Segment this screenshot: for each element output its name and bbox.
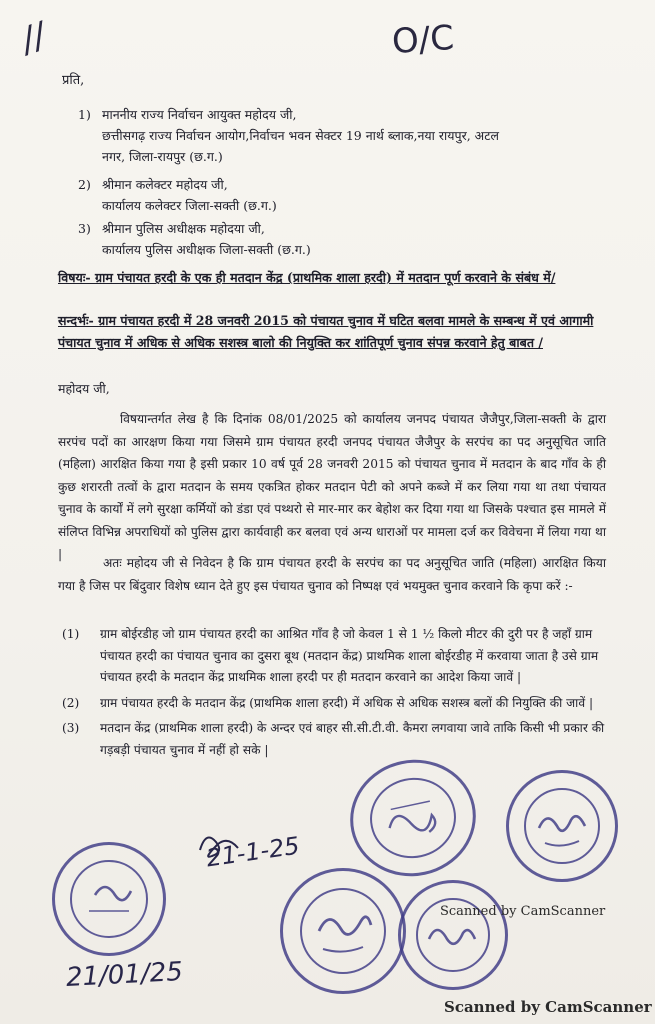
seal-scribble-icon <box>343 752 483 885</box>
office-seal-stamp-right <box>398 880 508 990</box>
addressee-line: नगर, जिला-रायपुर (छ.ग.) <box>102 149 223 164</box>
salutation-to: प्रति, <box>62 73 85 88</box>
addressee-3 <box>78 218 311 260</box>
request-point-2 <box>62 693 607 715</box>
point-text: ग्राम बोईरडीह जो ग्राम पंचायत हरदी का आश्रित गाँव है जो केवल 1 से 1 ½ किलो मीटर की दुरी पर है जहाँ ग्राम पंचायत हरदी का पंचायत चुनाव का दुसरा बूथ (मतदान केंद्र) प्राथमिक शाला बोईरडीह में करवाया जाता है उसे ग्राम पंचायत हरदी के मतदान केंद्र प्राथमिक शाला हरदी पर ही मतदान करवाने का आदेश किया जावें | <box>100 627 599 684</box>
point-text: ग्राम पंचायत हरदी के मतदान केंद्र (प्राथमिक शाला हरदी) में अधिक से अधिक सशस्त्र बलों की नियुक्ति की जावें | <box>100 695 594 710</box>
handwritten-date-bottom-left: 21/01/25 <box>65 956 184 994</box>
request-points-list <box>62 624 607 765</box>
addressee-line: कार्यालय पुलिस अधीक्षक जिला-सक्ती (छ.ग.) <box>102 242 311 257</box>
handwritten-mark: // <box>15 15 52 61</box>
point-number: (2) <box>62 695 80 710</box>
police-station-seal-stamp <box>339 748 486 888</box>
addressee-line: छत्तीसगढ़ राज्य निर्वाचन आयोग,निर्वाचन भवन सेक्टर 19 नार्थ ब्लाक,नया रायपुर, अटल <box>102 128 499 143</box>
handwritten-date-center: 21-1-25 <box>204 831 302 873</box>
office-seal-stamp-left <box>52 842 166 956</box>
addressee-1 <box>78 104 499 167</box>
point-number: (1) <box>62 627 80 641</box>
body-paragraph-1: विषयान्तर्गत लेख है कि दिनांक 08/01/2025 को कार्यालय जनपद पंचायत जैजैपुर,जिला-सक्ती के द्वारा सरपंच पदों का आरक्षण किया गया जिसमे ग्राम पंचायत हरदी जनपद पंचायत जैजैपुर के सरपंच का पद अनुसूचित जाति (महिला) आरक्षित किया गया है इसी प्रकार 10 वर्ष पूर्व 28 जनवरी 2015 को पंचायत चुनाव में मतदान के बाद गाँव के ही कुछ शरारती तत्वों के द्वारा मतदान के समय एकत्रित होकर मतदान पेटी को अपने कब्जे में कर लिया गया था तथा पंचायत चुनाव के कार्यों में लगे सुरक्षा कर्मियों को डंडा एवं पथ्थरो से मार-मार कर बेहोश कर दिया गया था जिसके पश्चात इस मामले में संलिप्त विभिन्न अपराधियों को पुलिस द्वारा कार्यवाही कर बलवा एवं अन्य धाराओं पर मामला दर्ज कर विवेचना में लिया गया था | <box>58 412 606 561</box>
addressee-line: कार्यालय कलेक्टर जिला-सक्ती (छ.ग.) <box>102 198 277 213</box>
handwritten-oc-note: O/C <box>390 17 456 63</box>
sub-divisional-officer-seal-stamp <box>506 770 618 882</box>
camscanner-watermark-inner: Scanned by CamScanner <box>440 904 606 919</box>
point-number: (3) <box>62 721 80 735</box>
seal-signature-icon <box>283 871 403 991</box>
point-text: मतदान केंद्र (प्राथमिक शाला हरदी) के अन्दर एवं बाहर सी.सी.टी.वी. कैमरा लगवाया जावे ताकि किसी भी प्रकार की गड़बड़ी पंचायत चुनाव में नहीं हो सके | <box>100 721 605 757</box>
seal-signature-icon <box>509 773 615 879</box>
greeting: महोदय जी, <box>58 381 110 396</box>
seal-signature-icon <box>55 845 163 953</box>
addressee-line: श्रीमान पुलिस अधीक्षक महोदया जी, <box>101 221 265 236</box>
addressee-2 <box>78 174 277 216</box>
addressee-number: 1) <box>78 107 91 122</box>
addressee-line: श्रीमान कलेक्टर महोदय जी, <box>101 177 228 192</box>
request-point-1 <box>62 624 607 689</box>
request-point-3 <box>62 718 607 761</box>
camscanner-watermark-footer: Scanned by CamScanner <box>444 998 652 1016</box>
letter-reference: सन्दर्भः- ग्राम पंचायत हरदी में 28 जनवरी 2015 को पंचायत चुनाव में घटित बलवा मामले के सम्बन्ध में एवं आगामी पंचायत चुनाव में अधिक से अधिक सशस्त्र बालो की नियुक्ति कर शांतिपूर्ण चुनाव संपन्न करवाने हेतु बाबत / <box>58 313 594 350</box>
letter-subject: विषयः- ग्राम पंचायत हरदी के एक ही मतदान केंद्र (प्राथमिक शाला हरदी) में मतदान पूर्ण करवाने के संबंध में/ <box>58 270 556 285</box>
addressee-number: 2) <box>78 177 91 192</box>
seal-signature-icon <box>401 883 505 987</box>
body-paragraph-2: अतः महोदय जी से निवेदन है कि ग्राम पंचायत हरदी के सरपंच का पद अनुसूचित जाति (महिला) आरक्षित किया गया है जिस पर बिंदुवार विशेष ध्यान देते हुए इस पंचायत चुनाव को निष्पक्ष एवं भयमुक्त चुनाव करवाने कि कृपा करें :- <box>58 556 606 593</box>
police-office-seal-stamp <box>280 868 406 994</box>
addressee-line: माननीय राज्य निर्वाचन आयुक्त महोदय जी, <box>101 107 297 122</box>
addressee-number: 3) <box>78 221 91 236</box>
